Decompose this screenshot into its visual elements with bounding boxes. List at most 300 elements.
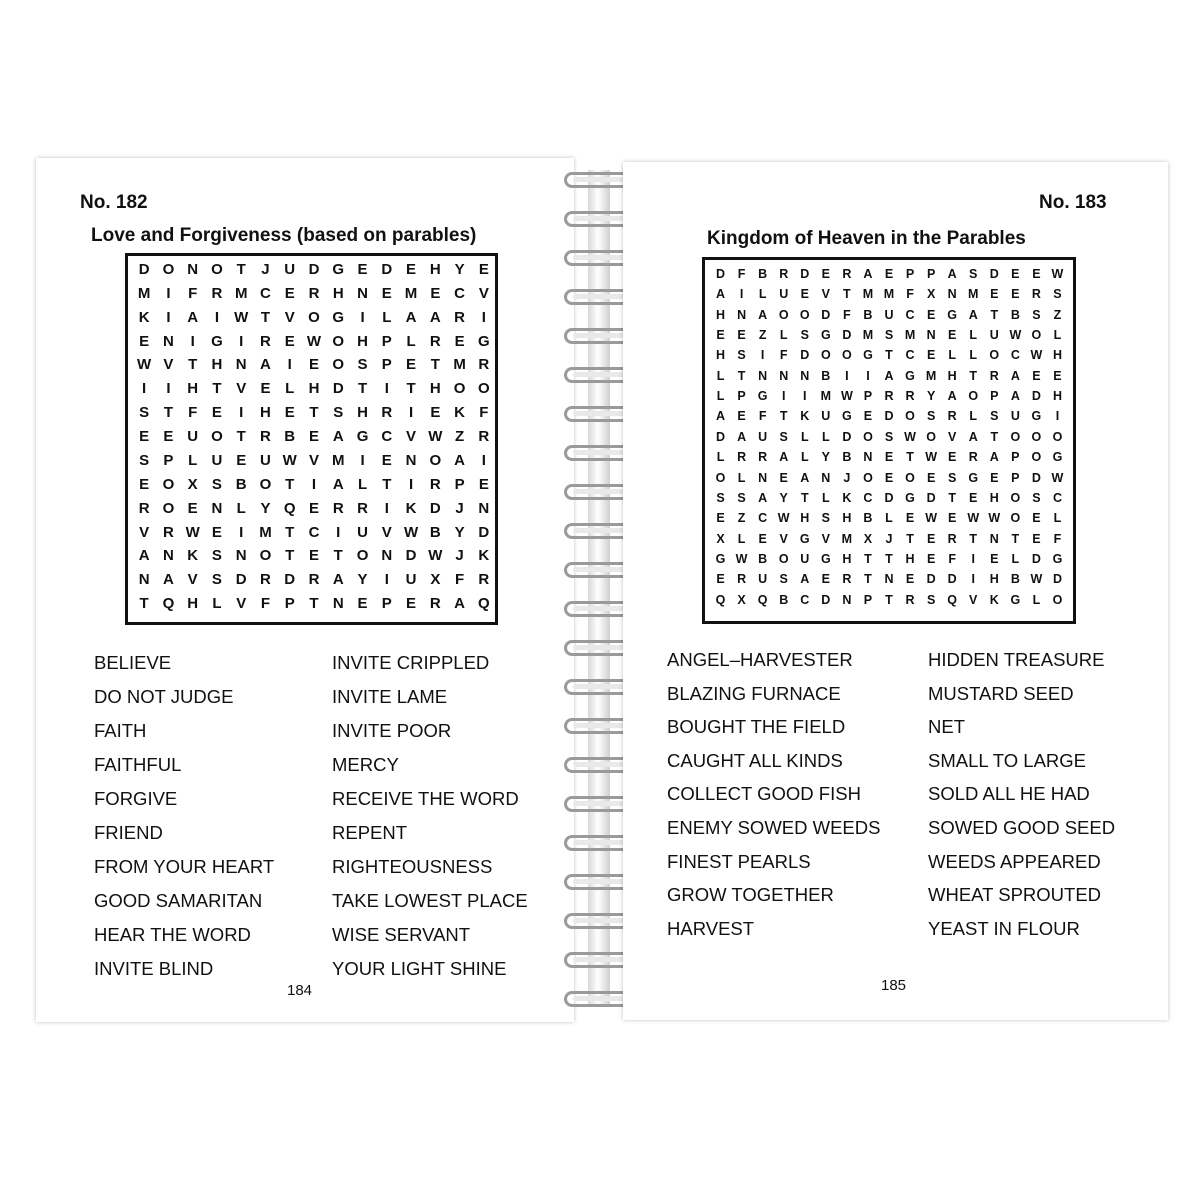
grid-letter: B — [821, 368, 831, 383]
grid-letter: E — [990, 551, 999, 566]
grid-letter: T — [260, 308, 271, 326]
grid-letter: B — [758, 551, 768, 566]
word-list-item: REPENT — [332, 822, 408, 843]
grid-letter: H — [429, 261, 441, 278]
word-list-item: INVITE BLIND — [94, 958, 214, 979]
grid-letter: E — [926, 551, 936, 566]
grid-letter: O — [778, 307, 789, 322]
grid-letter: W — [1009, 328, 1022, 343]
grid-letter: P — [926, 267, 936, 281]
grid-letter: R — [381, 404, 393, 422]
word-list-item: ENEMY SOWED WEEDS — [667, 816, 881, 838]
grid-letter: N — [737, 307, 747, 322]
grid-letter: E — [926, 348, 936, 363]
grid-letter: K — [187, 547, 199, 565]
grid-letter: P — [905, 267, 915, 281]
grid-letter: N — [926, 328, 936, 343]
grid-letter: O — [842, 348, 852, 363]
grid-letter: R — [737, 572, 747, 587]
grid-letter: I — [481, 308, 486, 326]
grid-letter: P — [381, 356, 392, 374]
grid-letter: Y — [926, 389, 936, 404]
puzzle-number: No. 182 — [80, 192, 148, 213]
grid-letter: I — [408, 475, 414, 493]
grid-letter: B — [235, 475, 247, 493]
word-list-item: SOLD ALL HE HAD — [928, 783, 1090, 805]
grid-letter: H — [989, 490, 999, 505]
grid-letter: V — [308, 451, 319, 469]
grid-letter: O — [308, 308, 320, 326]
grid-letter: V — [779, 531, 788, 546]
grid-letter: D — [1052, 572, 1062, 587]
grid-letter: V — [406, 428, 417, 446]
grid-letter: F — [779, 348, 788, 363]
grid-letter: X — [926, 287, 936, 302]
grid-letter: H — [842, 551, 852, 566]
grid-letter: E — [260, 380, 271, 398]
grid-letter: O — [1031, 429, 1042, 444]
grid-letter: W — [234, 308, 249, 326]
word-list-item: YEAST IN FLOUR — [928, 917, 1080, 939]
grid-letter: I — [360, 451, 365, 469]
grid-letter: U — [758, 572, 768, 587]
grid-letter: T — [906, 531, 914, 546]
grid-letter: R — [989, 368, 999, 383]
grid-letter: N — [235, 356, 247, 374]
grid-letter: W — [1051, 267, 1064, 281]
grid-letter: L — [1053, 511, 1062, 526]
grid-letter: U — [758, 429, 768, 444]
grid-letter: E — [187, 499, 198, 517]
grid-letter: I — [803, 389, 807, 404]
grid-letter: P — [863, 389, 873, 404]
grid-letter: I — [845, 368, 849, 383]
grid-letter: O — [1052, 429, 1063, 444]
grid-letter: D — [926, 572, 936, 587]
grid-letter: A — [968, 307, 978, 322]
grid-letter: U — [884, 307, 894, 322]
grid-letter: E — [1032, 531, 1041, 546]
grid-letter: R — [138, 499, 150, 517]
word-list-item: DO NOT JUDGE — [94, 686, 234, 707]
grid-letter: T — [430, 356, 440, 374]
word-list-item: BLAZING FURNACE — [667, 682, 841, 704]
grid-letter: E — [308, 547, 319, 565]
grid-letter: R — [260, 332, 271, 350]
grid-letter: O — [863, 470, 873, 485]
grid-letter: P — [737, 389, 746, 404]
grid-letter: R — [478, 356, 490, 374]
grid-letter: D — [821, 592, 831, 607]
grid-letter: E — [139, 428, 150, 446]
grid-letter: N — [162, 547, 174, 565]
grid-letter: E — [884, 470, 894, 485]
grid-letter: X — [187, 475, 198, 493]
grid-letter: M — [332, 451, 345, 469]
grid-letter: S — [211, 571, 222, 589]
grid-letter: L — [716, 389, 725, 404]
grid-letter: M — [862, 287, 874, 302]
grid-letter: O — [259, 547, 272, 565]
grid-letter: X — [716, 531, 725, 546]
grid-letter: I — [384, 499, 389, 517]
grid-letter: A — [332, 571, 344, 589]
grid-letter: S — [926, 409, 936, 424]
grid-letter: G — [905, 368, 915, 383]
grid-letter: L — [821, 490, 830, 505]
grid-letter: E — [284, 284, 295, 302]
grid-letter: O — [211, 261, 223, 278]
grid-letter: S — [1032, 490, 1041, 505]
grid-letter: S — [139, 404, 150, 422]
grid-letter: F — [737, 267, 746, 281]
word-list-item: MUSTARD SEED — [928, 682, 1074, 704]
grid-letter: A — [716, 409, 726, 424]
grid-letter: Z — [1053, 307, 1062, 322]
grid-letter: B — [284, 428, 296, 446]
left-page — [36, 158, 574, 1022]
grid-letter: I — [190, 332, 195, 350]
grid-letter: E — [1032, 368, 1041, 383]
grid-letter: H — [989, 572, 999, 587]
grid-letter: E — [926, 531, 936, 546]
grid-letter: E — [926, 470, 936, 485]
grid-letter: G — [356, 428, 369, 446]
grid-letter: N — [947, 287, 957, 302]
grid-letter: A — [716, 287, 726, 302]
grid-letter: P — [863, 592, 873, 607]
grid-letter: W — [137, 356, 152, 374]
grid-letter: R — [357, 499, 368, 517]
grid-letter: A — [947, 389, 957, 404]
word-list-item: INVITE CRIPPLED — [332, 652, 490, 673]
grid-letter: O — [1052, 592, 1063, 607]
grid-letter: N — [989, 531, 999, 546]
word-search-grid — [132, 261, 496, 619]
grid-letter: B — [758, 267, 768, 281]
grid-letter: X — [863, 531, 873, 546]
word-list-item: BOUGHT THE FIELD — [667, 716, 846, 738]
grid-letter: A — [758, 490, 768, 505]
grid-letter: A — [405, 308, 417, 326]
grid-letter: W — [403, 523, 419, 541]
grid-letter: E — [1011, 267, 1020, 281]
grid-letter: D — [235, 571, 247, 589]
grid-letter: E — [779, 470, 788, 485]
grid-letter: O — [332, 356, 345, 374]
grid-letter: S — [990, 409, 999, 424]
grid-letter: J — [261, 261, 270, 278]
grid-letter: T — [990, 307, 999, 322]
grid-letter: W — [735, 551, 748, 566]
grid-letter: F — [260, 595, 271, 613]
grid-letter: R — [478, 571, 490, 589]
grid-letter: E — [990, 287, 999, 302]
grid-letter: H — [211, 356, 223, 374]
word-list-item: FAITHFUL — [94, 754, 182, 775]
grid-letter: T — [948, 490, 956, 505]
grid-letter: S — [779, 572, 788, 587]
grid-letter: G — [863, 348, 873, 363]
grid-letter: R — [758, 450, 768, 465]
grid-letter: E — [948, 450, 957, 465]
grid-letter: I — [239, 523, 244, 541]
grid-letter: F — [758, 409, 767, 424]
grid-letter: G — [1010, 592, 1021, 607]
grid-letter: C — [1052, 490, 1062, 505]
grid-letter: P — [1011, 470, 1020, 485]
grid-letter: W — [282, 451, 297, 469]
grid-letter: E — [737, 409, 746, 424]
grid-letter: M — [841, 531, 853, 546]
grid-letter: C — [308, 523, 320, 541]
grid-letter: O — [1010, 429, 1021, 444]
grid-letter: S — [821, 511, 830, 526]
grid-letter: R — [737, 450, 747, 465]
grid-letter: H — [800, 511, 810, 526]
grid-letter: A — [332, 428, 344, 446]
grid-letter: E — [926, 307, 936, 322]
grid-letter: E — [163, 428, 174, 446]
word-list-item: WEEDS APPEARED — [928, 850, 1101, 872]
grid-letter: H — [308, 380, 320, 398]
grid-letter: E — [905, 511, 915, 526]
grid-letter: E — [406, 356, 417, 374]
word-list-item: FINEST PEARLS — [667, 850, 811, 872]
grid-letter: A — [800, 470, 810, 485]
grid-letter: E — [1011, 287, 1020, 302]
grid-letter: T — [309, 404, 319, 422]
grid-letter: D — [800, 267, 810, 281]
grid-letter: S — [139, 451, 150, 469]
grid-letter: I — [142, 380, 147, 398]
grid-letter: D — [842, 429, 852, 444]
grid-letter: Q — [947, 592, 958, 607]
grid-letter: R — [968, 450, 978, 465]
grid-letter: I — [239, 332, 244, 350]
grid-letter: Q — [715, 592, 726, 607]
grid-letter: O — [332, 332, 345, 350]
grid-letter: T — [779, 409, 788, 424]
word-list-item: ANGEL–HARVESTER — [667, 649, 853, 670]
grid-letter: E — [381, 451, 392, 469]
grid-letter: A — [138, 547, 150, 565]
word-list-item: WISE SERVANT — [332, 924, 471, 945]
word-list-item: FAITH — [94, 720, 147, 741]
grid-letter: D — [947, 572, 957, 587]
word-list-column-1 — [94, 646, 274, 986]
grid-letter: F — [843, 307, 851, 322]
grid-letter: E — [357, 261, 368, 278]
grid-letter: K — [989, 592, 999, 607]
grid-letter: E — [821, 267, 830, 281]
word-list-item: HARVEST — [667, 917, 755, 939]
grid-letter: C — [863, 490, 873, 505]
grid-letter: I — [384, 571, 389, 589]
grid-letter: I — [311, 475, 317, 493]
grid-letter: E — [308, 356, 319, 374]
grid-letter: L — [779, 328, 788, 343]
grid-letter: R — [162, 523, 174, 541]
grid-letter: P — [990, 389, 999, 404]
grid-letter: O — [799, 307, 810, 322]
right-page — [623, 162, 1168, 1020]
grid-letter: E — [284, 332, 295, 350]
grid-letter: G — [332, 308, 345, 326]
grid-letter: B — [779, 592, 789, 607]
grid-letter: E — [478, 475, 489, 493]
word-list-item: GROW TOGETHER — [667, 884, 834, 906]
grid-letter: H — [1052, 389, 1062, 404]
grid-letter: L — [948, 348, 956, 363]
grid-letter: A — [779, 450, 789, 465]
grid-letter: R — [211, 284, 223, 302]
grid-letter: N — [138, 571, 150, 589]
grid-letter: S — [211, 547, 222, 565]
grid-letter: D — [308, 261, 320, 278]
grid-letter: A — [737, 429, 747, 444]
grid-letter: Y — [260, 499, 271, 517]
word-list-item: FORGIVE — [94, 788, 178, 809]
grid-letter: R — [454, 308, 465, 326]
grid-letter: D — [716, 267, 726, 281]
word-list-item: TAKE LOWEST PLACE — [332, 890, 528, 911]
grid-letter: R — [884, 389, 894, 404]
grid-letter: M — [904, 328, 916, 343]
grid-letter: L — [1053, 328, 1062, 343]
grid-letter: U — [821, 409, 831, 424]
grid-letter: G — [799, 531, 810, 546]
grid-letter: S — [211, 475, 222, 493]
grid-letter: A — [800, 572, 810, 587]
grid-letter: E — [821, 572, 830, 587]
grid-letter: K — [800, 409, 810, 424]
grid-letter: L — [716, 368, 725, 383]
grid-letter: Y — [454, 523, 465, 541]
grid-letter: T — [285, 547, 295, 565]
word-list-item: INVITE LAME — [332, 686, 448, 707]
grid-letter: T — [906, 450, 914, 465]
word-list-column-2 — [928, 643, 1115, 945]
grid-letter: I — [481, 451, 486, 469]
grid-letter: B — [863, 307, 873, 322]
grid-letter: T — [969, 531, 978, 546]
grid-letter: A — [947, 267, 957, 281]
grid-letter: T — [406, 380, 416, 398]
grid-letter: R — [842, 267, 852, 281]
grid-letter: H — [187, 595, 199, 613]
grid-letter: A — [454, 595, 465, 613]
grid-letter: W — [185, 523, 200, 541]
page-number: 185 — [881, 977, 907, 994]
grid-letter: O — [211, 428, 223, 446]
grid-letter: Q — [283, 499, 296, 517]
grid-letter: L — [406, 332, 416, 350]
grid-letter: R — [332, 499, 344, 517]
grid-letter: H — [716, 307, 726, 322]
grid-letter: E — [716, 328, 725, 343]
grid-letter: E — [716, 572, 725, 587]
grid-letter: T — [1011, 531, 1020, 546]
grid-letter: E — [478, 261, 489, 278]
grid-letter: G — [820, 551, 831, 566]
grid-letter: S — [926, 592, 936, 607]
grid-letter: I — [760, 348, 765, 363]
puzzle-number: No. 183 — [1039, 192, 1107, 213]
grid-letter: E — [211, 404, 222, 422]
grid-letter: D — [926, 490, 936, 505]
grid-letter: I — [360, 308, 365, 326]
grid-letter: R — [905, 592, 915, 607]
grid-letter: E — [284, 404, 295, 422]
grid-letter: T — [212, 380, 222, 398]
grid-letter: G — [715, 551, 726, 566]
grid-letter: G — [478, 332, 490, 350]
grid-letter: C — [905, 307, 915, 322]
word-search-grid — [710, 267, 1068, 613]
grid-letter: A — [968, 429, 978, 444]
grid-letter: J — [455, 499, 464, 517]
grid-letter: M — [968, 287, 979, 302]
grid-letter: F — [188, 284, 198, 302]
grid-letter: T — [864, 551, 872, 566]
grid-letter: M — [820, 389, 832, 404]
grid-letter: N — [332, 595, 344, 613]
grid-letter: D — [821, 307, 831, 322]
grid-letter: M — [259, 523, 272, 541]
grid-letter: Z — [455, 428, 465, 446]
grid-letter: S — [884, 429, 894, 444]
grid-letter: O — [778, 551, 789, 566]
grid-letter: E — [381, 284, 392, 302]
grid-letter: G — [757, 389, 768, 404]
grid-letter: F — [455, 571, 465, 589]
grid-letter: V — [969, 592, 978, 607]
grid-letter: T — [163, 404, 173, 422]
grid-letter: H — [842, 511, 852, 526]
grid-letter: O — [1010, 511, 1021, 526]
grid-letter: B — [429, 523, 441, 541]
grid-letter: O — [863, 429, 873, 444]
word-list-item: HEAR THE WORD — [94, 924, 251, 945]
grid-letter: C — [381, 428, 393, 446]
grid-letter: E — [454, 332, 465, 350]
word-list-item: WHEAT SPROUTED — [928, 884, 1102, 906]
grid-letter: E — [308, 428, 319, 446]
grid-letter: V — [284, 308, 295, 326]
grid-letter: B — [842, 450, 852, 465]
grid-letter: L — [821, 429, 830, 444]
grid-letter: G — [905, 490, 915, 505]
grid-letter: F — [948, 551, 956, 566]
grid-letter: D — [381, 261, 393, 278]
grid-letter: Y — [454, 261, 465, 278]
grid-letter: W — [428, 428, 443, 446]
grid-letter: O — [1031, 328, 1042, 343]
grid-letter: R — [842, 572, 852, 587]
grid-letter: P — [1011, 450, 1020, 465]
grid-letter: I — [336, 523, 341, 541]
grid-letter: M — [883, 287, 895, 302]
grid-letter: I — [1055, 409, 1060, 424]
grid-letter: W — [925, 450, 938, 465]
grid-letter: A — [429, 308, 441, 326]
grid-letter: H — [357, 332, 368, 350]
grid-letter: D — [405, 547, 417, 565]
grid-letter: Q — [478, 595, 490, 613]
grid-letter: L — [800, 429, 809, 444]
grid-letter: O — [356, 547, 369, 565]
